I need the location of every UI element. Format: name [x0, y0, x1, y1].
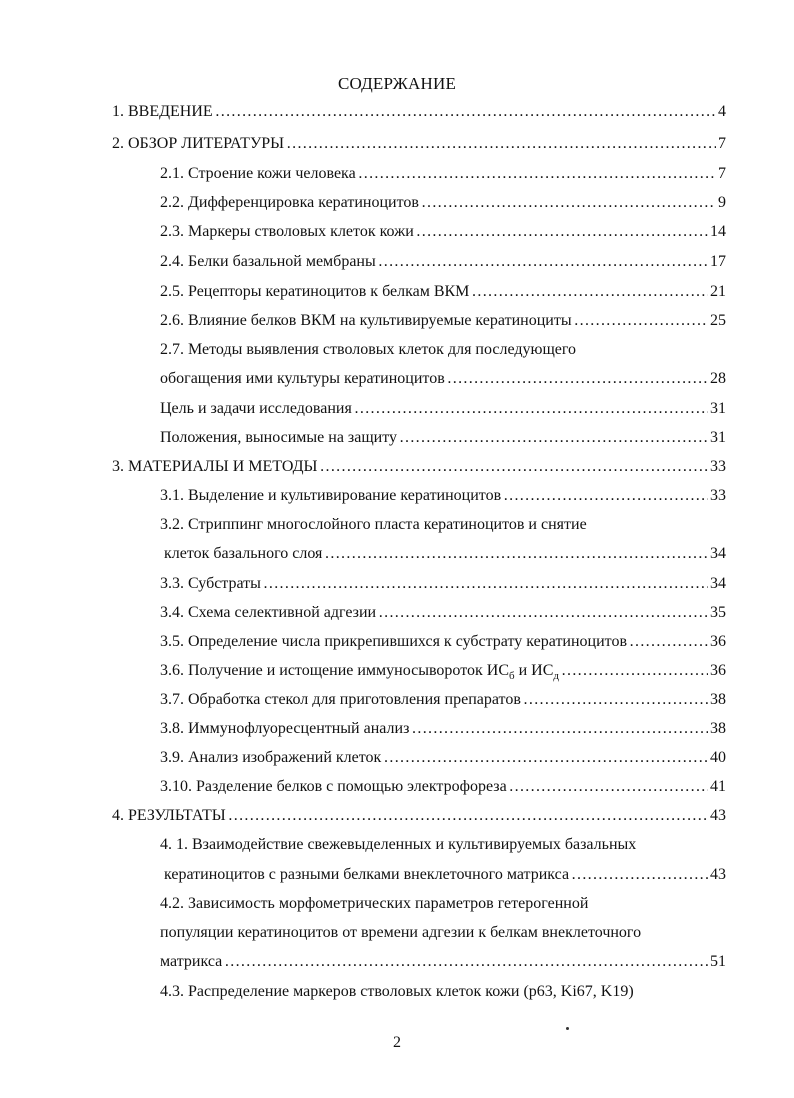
- toc-entry: 3.3. Субстраты …………………………………………………………………………………………………………………………………………………………………………………… 34: [160, 572, 726, 596]
- page-number: 2: [393, 1034, 401, 1051]
- toc-entry: 3.9. Анализ изображений клеток …………………………………………………………………………………………………………………………………………………………………………………… 40: [160, 746, 726, 770]
- toc-entry: 2.6. Влияние белков ВКМ на культивируемые кератиноциты …………………………………………………………………………………………………………………………………………………………………………………… 25: [160, 309, 726, 333]
- toc-entry: 3.8. Иммунофлуоресцентный анализ …………………………………………………………………………………………………………………………………………………………………………………… 38: [160, 717, 726, 741]
- toc-entry-continued: 4.3. Распределение маркеров стволовых клеток кожи (p63, Ki67, K19): [160, 983, 634, 1000]
- toc-entry: 3.5. Определение числа прикрепившихся к субстрату кератиноцитов …………………………………………………………………………………………………………………………………………………………………………………… 36: [160, 630, 726, 654]
- toc-entry: обогащения ими культуры кератиноцитов …………………………………………………………………………………………………………………………………………………………………………………… 28: [160, 367, 726, 391]
- toc-entry: 2.5. Рецепторы кератиноцитов к белкам ВКМ …………………………………………………………………………………………………………………………………………………………………………………… 21: [160, 280, 726, 304]
- toc-title: СОДЕРЖАНИЕ: [337, 74, 457, 93]
- toc-entry: 2.2. Дифференцировка кератиноцитов …………………………………………………………………………………………………………………………………………………………………………………… 9: [160, 191, 726, 215]
- toc-entry: 3.7. Обработка стекол для приготовления препаратов …………………………………………………………………………………………………………………………………………………………………………………… 38: [160, 688, 726, 712]
- toc-entry: клеток базального слоя …………………………………………………………………………………………………………………………………………………………………………………… 34: [164, 542, 726, 566]
- toc-entry: 1. ВВЕДЕНИЕ …………………………………………………………………………………………………………………………………………………………………………………… 4: [112, 100, 726, 124]
- toc-entry: 4. РЕЗУЛЬТАТЫ …………………………………………………………………………………………………………………………………………………………………………………… 43: [112, 804, 726, 828]
- toc-entry: матрикса …………………………………………………………………………………………………………………………………………………………………………………… 51: [160, 950, 726, 974]
- toc-entry: 3. МАТЕРИАЛЫ И МЕТОДЫ …………………………………………………………………………………………………………………………………………………………………………………… 33: [112, 455, 726, 479]
- toc-entry-continued: 3.2. Стриппинг многослойного пласта кератиноцитов и снятие: [160, 516, 587, 533]
- toc-entry-continued: 4.2. Зависимость морфометрических параметров гетерогенной: [160, 895, 589, 912]
- toc-entry: 2.1. Строение кожи человека …………………………………………………………………………………………………………………………………………………………………………………… 7: [160, 162, 726, 186]
- toc-entry-continued: 2.7. Методы выявления стволовых клеток для последующего: [160, 341, 577, 358]
- toc-entry: 3.1. Выделение и культивирование кератиноцитов …………………………………………………………………………………………………………………………………………………………………………………… 33: [160, 484, 726, 508]
- toc-entry: 3.6. Получение и истощение иммуносывороток $ИС_б$ и $ИС_д$ …………………………………………………………………………………………………………………………………………………………………………………… 36: [160, 659, 726, 683]
- toc-entry: 2.3. Маркеры стволовых клеток кожи …………………………………………………………………………………………………………………………………………………………………………………… 14: [160, 220, 726, 244]
- toc-entry: Положения, выносимые на защиту …………………………………………………………………………………………………………………………………………………………………………………… 31: [160, 426, 726, 450]
- toc-entry: Цель и задачи исследования …………………………………………………………………………………………………………………………………………………………………………………… 31: [160, 397, 726, 421]
- scan-speck: [566, 1027, 569, 1030]
- toc-entry: 2.4. Белки базальной мембраны …………………………………………………………………………………………………………………………………………………………………………………… 17: [160, 250, 726, 274]
- toc-entry-continued: 4. 1. Взаимодействие свежевыделенных и культивируемых базальных: [160, 836, 637, 853]
- toc-entry: 2. ОБЗОР ЛИТЕРАТУРЫ …………………………………………………………………………………………………………………………………………………………………………………… 7: [112, 132, 726, 156]
- toc-entry: 3.10. Разделение белков с помощью электрофореза …………………………………………………………………………………………………………………………………………………………………………………… 41: [160, 775, 726, 799]
- toc-entry: кератиноцитов с разными белками внеклеточного матрикса …………………………………………………………………………………………………………………………………………………………………………………… 43: [164, 863, 726, 887]
- toc-entry-continued: популяции кератиноцитов от времени адгезии к белкам внеклеточного: [160, 924, 642, 941]
- toc-entry: 3.4. Схема селективной адгезии …………………………………………………………………………………………………………………………………………………………………………………… 35: [160, 601, 726, 625]
